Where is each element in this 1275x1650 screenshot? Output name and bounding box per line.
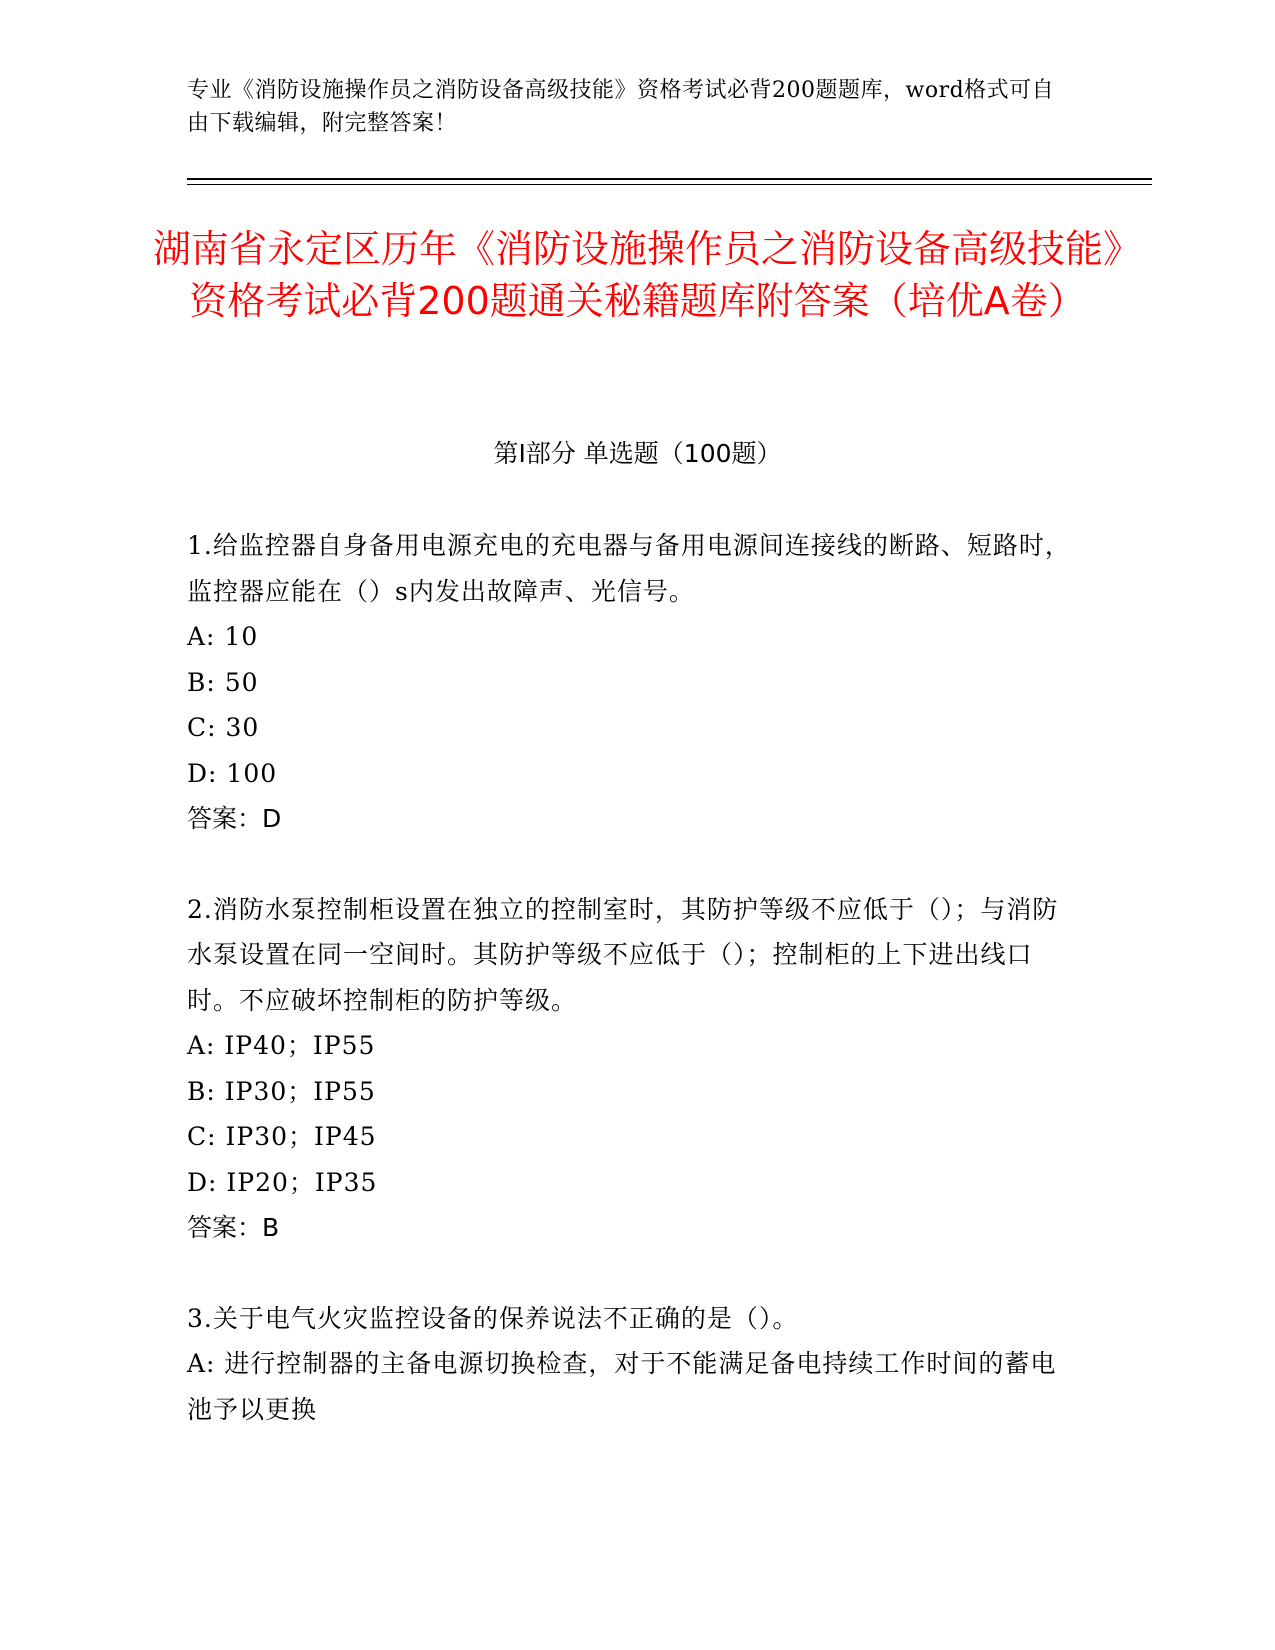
section-title: 第I部分 单选题（100题） <box>493 439 782 468</box>
question-1 <box>187 523 1077 842</box>
document-title: 湖南省永定区历年《消防设施操作员之消防设备高级技能》资格考试必背200题通关秘籍题库附答案（培优A卷） <box>152 227 1122 323</box>
option-a: A: IP40；IP55 <box>187 1031 376 1060</box>
question-list <box>187 523 1077 1477</box>
option-b: B: 50 <box>187 667 259 697</box>
option-c: C: 30 <box>187 713 260 742</box>
question-stem: 1.给监控器自身备用电源充电的充电器与备用电源间连接线的断路、短路时，监控器应能在（）s内发出故障声、光信号。 <box>187 531 1071 606</box>
answer-label: 答案：D <box>187 804 282 833</box>
header-note: 专业《消防设施操作员之消防设备高级技能》资格考试必背200题题库，word格式可自由下载编辑，附完整答案！ <box>187 78 1055 136</box>
option-d: D: IP20；IP35 <box>187 1167 378 1197</box>
option-d: D: 100 <box>187 758 278 788</box>
option-a: A: 进行控制器的主备电源切换检查，对于不能满足备电持续工作时间的蓄电池予以更换 <box>187 1349 1057 1424</box>
question-3 <box>187 1296 1077 1433</box>
question-stem: 3.关于电气火灾监控设备的保养说法不正确的是（）。 <box>187 1303 799 1333</box>
question-2 <box>187 887 1077 1251</box>
option-b: B: IP30；IP55 <box>187 1076 376 1106</box>
header-rule-thick <box>187 178 1152 180</box>
answer-label: 答案：B <box>187 1213 280 1242</box>
question-stem: 2.消防水泵控制柜设置在独立的控制室时，其防护等级不应低于（）；与消防水泵设置在同一空间时。其防护等级不应低于（）；控制柜的上下进出线口时。不应破坏控制柜的防护等级。 <box>187 894 1059 1015</box>
option-c: C: IP30；IP45 <box>187 1122 377 1151</box>
option-a: A: 10 <box>187 622 259 651</box>
header-rule-thin <box>187 184 1152 185</box>
